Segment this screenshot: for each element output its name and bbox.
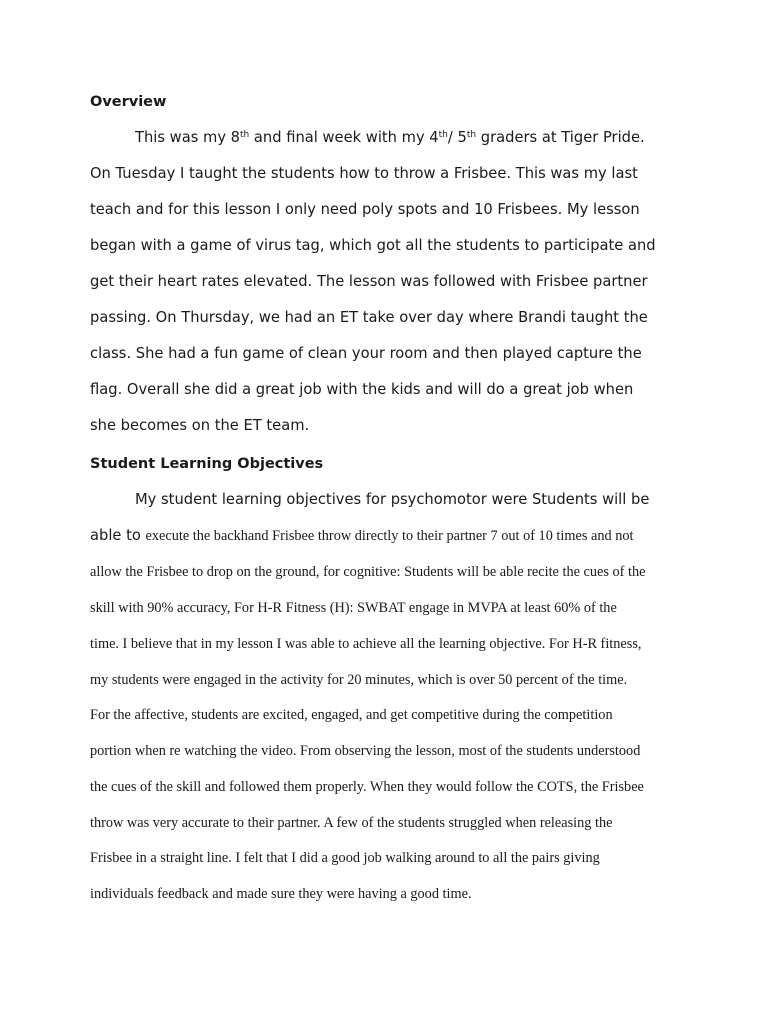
objectives-line-2 — [90, 526, 633, 546]
objectives-line-12: individuals feedback and made sure they were having a good time. — [90, 886, 472, 902]
text-run: graders at Tiger Pride. — [476, 129, 645, 146]
superscript: th — [240, 130, 250, 140]
overview-line-3: teach and for this lesson I only need poly spots and 10 Frisbees. My lesson — [90, 201, 640, 218]
overview-heading: Overview — [90, 94, 167, 110]
objectives-line-7: For the affective, students are excited, engaged, and get competitive during the competition — [90, 707, 613, 723]
objectives-line-8: portion when re watching the video. From observing the lesson, most of the students understood — [90, 743, 641, 759]
objectives-line-11: Frisbee in a straight line. I felt that I did a good job walking around to all the pairs giving — [90, 850, 600, 866]
objectives-line-4: skill with 90% accuracy, For H-R Fitness (H): SWBAT engage in MVPA at least 60% of the — [90, 600, 617, 616]
text-run: and final week with my 4 — [249, 129, 439, 146]
objectives-line-3: allow the Frisbee to drop on the ground, for cognitive: Students will be able recite the cues of the — [90, 564, 646, 580]
objectives-line-10: throw was very accurate to their partner. A few of the students struggled when releasing the — [90, 815, 613, 831]
objectives-line-5: time. I believe that in my lesson I was able to achieve all the learning objective. For H-R fitness, — [90, 636, 642, 652]
overview-line-8: flag. Overall she did a great job with the kids and will do a great job when — [90, 381, 634, 398]
overview-line-4: began with a game of virus tag, which got all the students to participate and — [90, 237, 656, 254]
overview-line-6: passing. On Thursday, we had an ET take over day where Brandi taught the — [90, 309, 648, 326]
text-run: able to — [90, 527, 146, 544]
overview-line-9: she becomes on the ET team. — [90, 417, 310, 434]
objectives-line-9: the cues of the skill and followed them properly. When they would follow the COTS, the Frisbee — [90, 779, 644, 795]
objectives-heading: Student Learning Objectives — [90, 456, 324, 472]
overview-line-1 — [135, 128, 645, 148]
overview-line-2: On Tuesday I taught the students how to throw a Frisbee. This was my last — [90, 165, 638, 182]
text-run: execute the backhand Frisbee throw directly to their partner 7 out of 10 times and not — [145, 528, 634, 544]
text-run: / 5 — [447, 129, 467, 146]
text-run: This was my 8 — [135, 129, 241, 146]
objectives-line-1: My student learning objectives for psychomotor were Students will be — [135, 491, 650, 508]
superscript: th — [438, 130, 448, 140]
overview-line-5: get their heart rates elevated. The lesson was followed with Frisbee partner — [90, 273, 648, 290]
superscript: th — [466, 130, 477, 140]
objectives-line-6: my students were engaged in the activity for 20 minutes, which is over 50 percent of the time. — [90, 672, 628, 688]
overview-line-7: class. She had a fun game of clean your room and then played capture the — [90, 345, 642, 362]
